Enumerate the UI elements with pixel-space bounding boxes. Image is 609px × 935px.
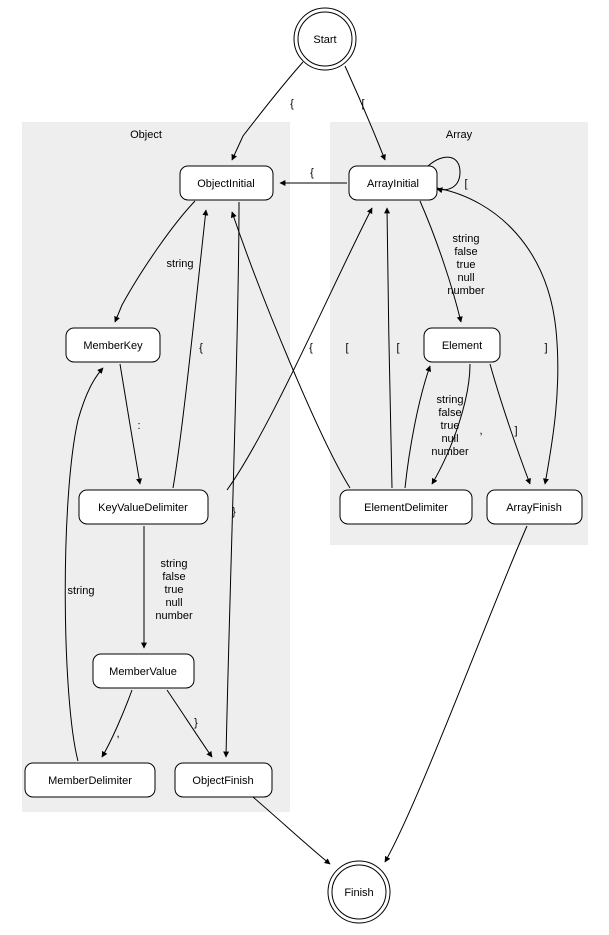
svg-text:number: number	[431, 446, 469, 458]
node-memberkey[interactable]	[66, 328, 160, 362]
edge-arrayfinish-finish	[385, 526, 527, 862]
node-objectinitial[interactable]	[180, 166, 273, 200]
edge-label-arrayinitial-in-b: [	[396, 342, 400, 354]
svg-text:null: null	[457, 272, 475, 284]
node-keyvaluedelimiter[interactable]	[79, 490, 208, 524]
node-memberkey-label: MemberKey	[83, 339, 143, 352]
edge-label-memberdelim-memberkey: string	[67, 585, 95, 597]
node-finish[interactable]	[328, 861, 390, 923]
edge-label-array-to-object: {	[310, 167, 314, 179]
cluster-array-label: Array	[445, 129, 473, 141]
edge-label-array-self: [	[464, 178, 468, 190]
node-arrayfinish[interactable]	[487, 490, 582, 524]
svg-text:number: number	[155, 610, 193, 622]
svg-text:true: true	[456, 259, 476, 271]
edge-objectfinish-finish	[253, 797, 330, 864]
edge-label-kvd-objectinitial: {	[199, 342, 203, 354]
edge-label-arrayinitial-in-a: [	[345, 342, 349, 354]
node-keyvaluedelimiter-label: KeyValueDelimiter	[98, 501, 188, 514]
edge-label-start-object: {	[290, 98, 294, 110]
svg-text:string: string	[436, 394, 464, 406]
edge-label-object-memberkey: string	[166, 258, 194, 270]
edge-label-membervalue-objectfinish: }	[194, 717, 198, 729]
edge-label-memberkey-kvd: :	[137, 420, 141, 432]
cluster-object	[22, 122, 290, 812]
node-objectfinish-label: ObjectFinish	[192, 774, 254, 787]
svg-text:null: null	[165, 597, 183, 609]
svg-text:false: false	[454, 246, 478, 258]
svg-text:string: string	[452, 233, 480, 245]
node-membervalue[interactable]	[93, 654, 194, 688]
node-arrayinitial[interactable]	[349, 166, 437, 200]
node-membervalue-label: MemberValue	[109, 665, 177, 678]
svg-text:false: false	[438, 407, 462, 419]
node-objectinitial-label: ObjectInitial	[197, 177, 255, 190]
edge-label-membervalue-memberdelim: ,	[116, 728, 120, 740]
node-start[interactable]	[294, 8, 356, 70]
node-objectfinish[interactable]	[175, 763, 272, 797]
edge-label-kvd-objectfinish: }	[232, 506, 236, 518]
node-element[interactable]	[424, 328, 500, 362]
node-memberdelimiter-label: MemberDelimiter	[48, 774, 132, 787]
svg-text:string: string	[160, 558, 188, 570]
node-element-label: Element	[441, 339, 483, 352]
cluster-object-label: Object	[130, 129, 162, 141]
svg-text:true: true	[164, 584, 184, 596]
svg-text:number: number	[447, 285, 485, 297]
svg-text:false: false	[162, 571, 186, 583]
cluster-object-box	[22, 122, 290, 812]
node-memberdelimiter[interactable]	[25, 763, 155, 797]
svg-text:true: true	[440, 420, 460, 432]
svg-text:null: null	[441, 433, 459, 445]
node-arrayfinish-label: ArrayFinish	[506, 501, 562, 514]
edge-label-element-elementdelim: ,	[479, 425, 483, 437]
edge-label-start-array: [	[361, 98, 365, 110]
edge-label-elementdelim-objectinitial: {	[309, 342, 313, 354]
node-elementdelimiter[interactable]	[340, 490, 472, 524]
node-start-label: Start	[313, 33, 337, 46]
edge-label-element-arrayfinish: ]	[514, 425, 518, 437]
edge-label-arrayinitial-arrayfinish: ]	[544, 342, 548, 354]
node-finish-label: Finish	[344, 886, 374, 899]
node-arrayinitial-label: ArrayInitial	[367, 177, 419, 190]
node-elementdelimiter-label: ElementDelimiter	[364, 501, 448, 514]
